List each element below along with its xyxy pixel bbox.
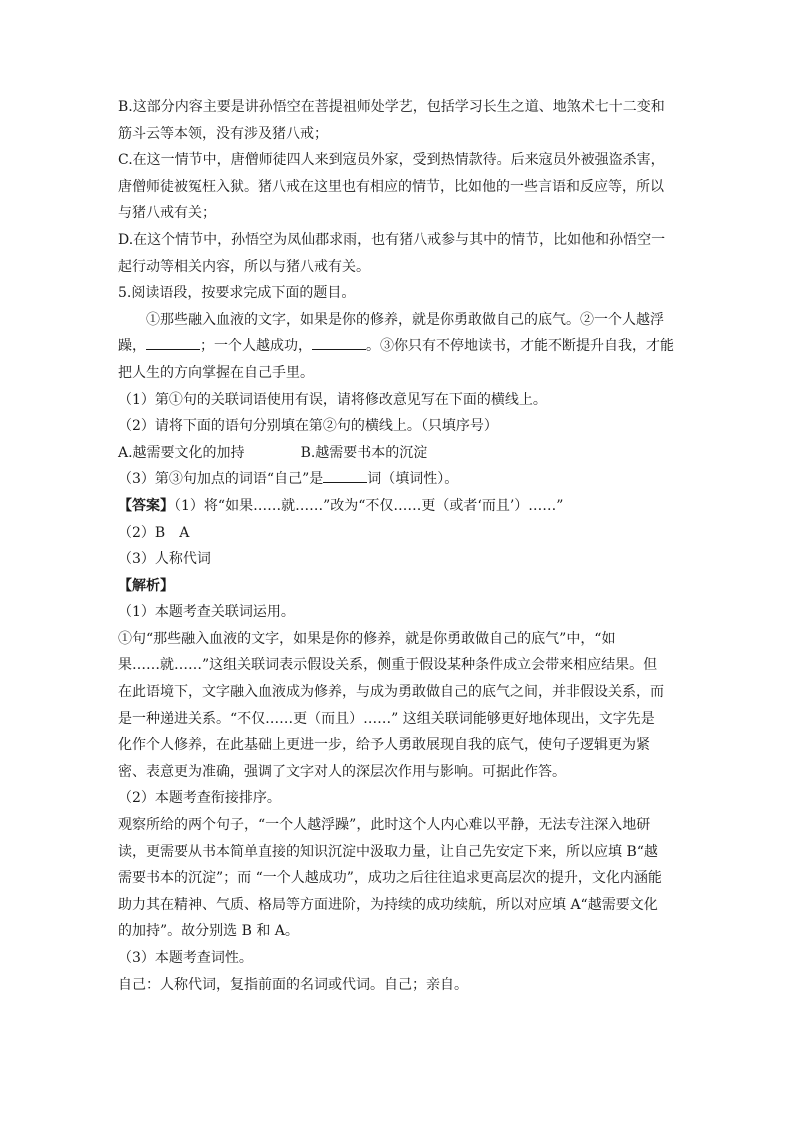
analysis-line: 助力其在精神、气质、格局等方面进阶，为持续的成功续航，所以对应填 A“越需要文化 [118, 896, 658, 913]
text-line: B.这部分内容主要是讲孙悟空在菩提祖师处学艺，包括学习长生之道、地煞术七十二变和 [118, 99, 665, 115]
analysis-line: （3）本题考查词性。 [118, 950, 253, 966]
analysis-line: 的加持”。故分别选 B 和 A。 [118, 923, 299, 940]
text-line: C.在这一情节中，唐僧师徒四人来到寇员外家，受到热情款待。后来寇员外被强盗杀害， [118, 152, 665, 169]
sub-question: （1）第①句的关联词语使用有误，请将修改意见写在下面的横线上。 [118, 391, 547, 408]
passage-text: 躁， [118, 338, 146, 355]
analysis-line: （1）本题考查关联词运用。 [118, 604, 295, 621]
option-b: B.越需要书本的沉淀 [300, 444, 428, 461]
analysis-heading: 【解析】 [118, 577, 174, 594]
document-page [118, 94, 676, 998]
fill-blank-3[interactable] [323, 468, 367, 483]
answer-line: （2）B A [118, 524, 190, 541]
analysis-line: 密、表意更为准确，强调了文字对人的深层次作用与影响。可据此作答。 [118, 763, 566, 780]
text-line: 起行动等相关内容，所以与猪八戒有关。 [118, 258, 370, 275]
answer-line: （3）人称代词 [118, 551, 211, 568]
analysis-line: 在此语境下，文字融入血液成为修养，与成为勇敢做自己的底气之间，并非假设关系，而 [118, 684, 664, 701]
passage-line [118, 333, 676, 360]
text-line: 与猪八戒有关； [118, 205, 216, 222]
sub-question: （2）请将下面的语句分别填在第②句的横线上。（只填序号） [118, 418, 498, 435]
text-line: D.在这个情节中，孙悟空为凤仙郡求雨，也有猪八戒参与其中的情节，比如他和孙悟空一 [118, 231, 666, 248]
sub-question-text: （3）第③句加点的词语“自己”是 [118, 471, 324, 488]
analysis-line: 需要书本的沉淀”；而 “一个人越成功”，成功之后往往追求更高层次的提升，文化内涵能 [118, 870, 662, 887]
analysis-line: 观察所给的两个句子，“一个人越浮躁”，此时这个人内心难以平静，无法专注深入地研 [118, 817, 651, 834]
passage-text: 。③你只有不停地读书，才能不断提升自我，才能 [366, 338, 674, 355]
answer-heading: 【答案】 [118, 497, 174, 514]
answer-line [118, 493, 676, 520]
analysis-line: 是一种递进关系。“不仅……更（而且）……” 这组关联词能够更好地体现出，文字先是 [118, 710, 655, 727]
analysis-line: 果……就……”这组关联词表示假设关系，侧重于假设某种条件成立会带来相应结果。但 [118, 657, 658, 674]
answer-text: （1）将“如果……就……”改为“不仅……更（或者‘而且’）……” [174, 497, 564, 514]
analysis-line: ①句“那些融入血液的文字，如果是你的修养，就是你勇敢做自己的底气”中，“如 [118, 630, 616, 647]
analysis-line: 读，更需要从书本简单直接的知识沉淀中汲取力量，让自己先安定下来，所以应填 B“越 [118, 843, 658, 860]
text-line: 筋斗云等本领，没有涉及猪八戒； [118, 125, 328, 142]
question-title: 5.阅读语段，按要求完成下面的题目。 [118, 285, 356, 302]
sub-question [118, 466, 676, 493]
text-line: 唐僧师徒被冤枉入狱。猪八戒在这里也有相应的情节，比如他的一些言语和反应等，所以 [118, 178, 664, 195]
option-a: A.越需要文化的加持 [118, 444, 245, 461]
options-line [118, 440, 676, 467]
passage-line: 把人生的方向掌握在自己手里。 [118, 364, 314, 381]
analysis-line: 化作个人修养，在此基础上更进一步，给予人勇敢展现自我的底气，使句子逻辑更为紧 [118, 737, 650, 754]
analysis-line: 自己：人称代词，复指前面的名词或代词。自己；亲自。 [118, 976, 468, 993]
fill-blank-2[interactable] [312, 335, 366, 350]
fill-blank-1[interactable] [146, 335, 200, 350]
passage-line: ①那些融入血液的文字，如果是你的修养，就是你勇敢做自己的底气。②一个人越浮 [146, 311, 664, 328]
analysis-line: （2）本题考查衔接排序。 [118, 790, 281, 807]
sub-question-text: 词（填词性）。 [367, 471, 459, 488]
passage-text: ；一个人越成功， [200, 338, 312, 355]
